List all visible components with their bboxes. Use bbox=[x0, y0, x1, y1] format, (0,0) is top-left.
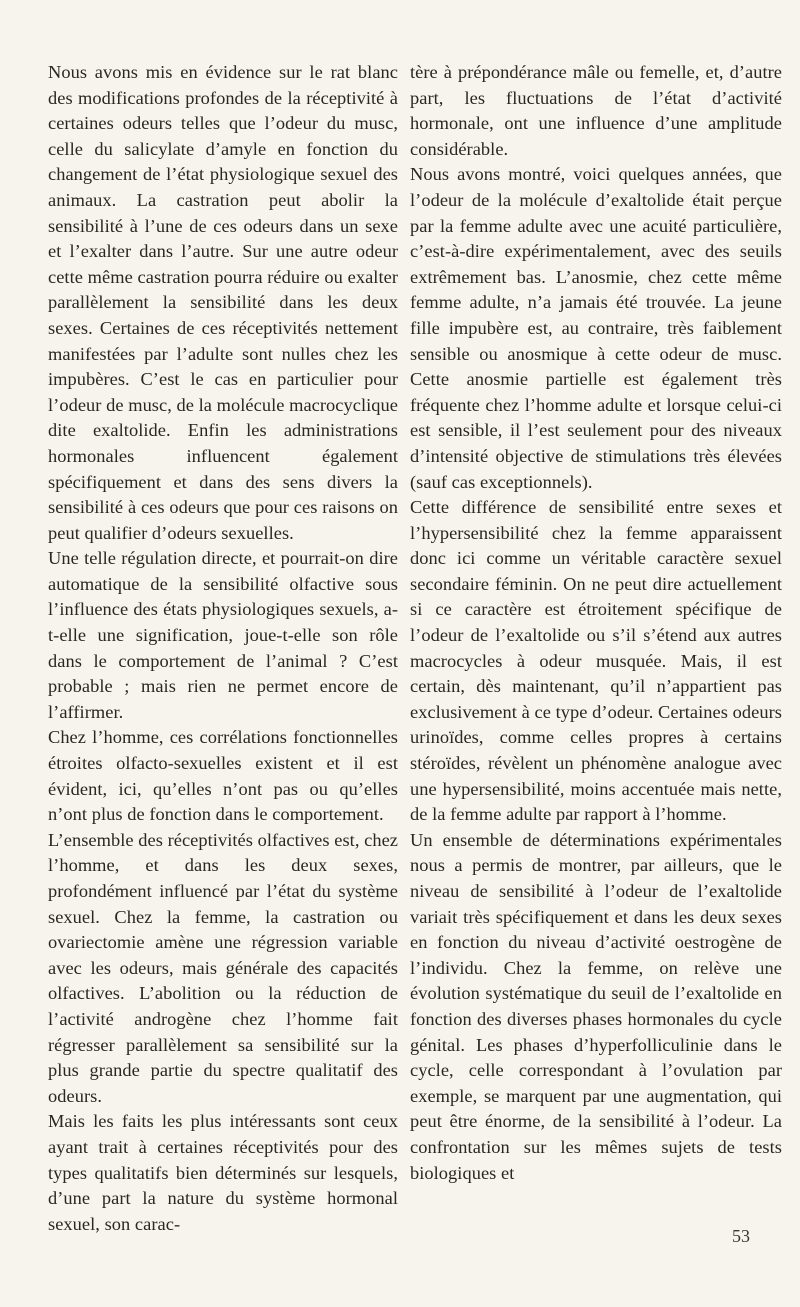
left-paragraph-2: Une telle régulation directe, et pourrait-on dire automatique de la sensibilité olfactive sous l’influence des états physiologiques sexuels, a-t-elle une signification, joue-t-elle son rôle dans le comportement de l’animal ? C’est probable ; mais rien ne permet encore de l’affirmer. bbox=[48, 548, 398, 722]
left-paragraph-1: Nous avons mis en évidence sur le rat blanc des modifications profondes de la réceptivité à certaines odeurs telles que l’odeur du musc, celle du salicylate d’amyle en fonction du changement de l’état physiologique sexuel des animaux. La castration peut abolir la sensibilité à l’une de ces odeurs dans un sexe et l’exalter dans l’autre. Sur une autre odeur cette même castration pourra réduire ou exalter parallèlement la sensibilité dans les deux sexes. Certaines de ces réceptivités nettement manifestées par l’adulte sont nulles chez les impubères. C’est le cas en particulier pour l’odeur de musc, de la molécule macrocyclique dite exaltolide. Enfin les administrations hormonales influencent également spécifiquement et dans des sens divers la sensibilité à ces odeurs que pour ces raisons on peut qualifier d’odeurs sexuelles. bbox=[48, 62, 398, 543]
right-paragraph-1: tère à prépondérance mâle ou femelle, et, d’autre part, les fluctuations de l’état d’activité hormonale, ont une influence d’une amplitude considérable. bbox=[410, 62, 782, 159]
right-paragraph-2: Nous avons montré, voici quelques années, que l’odeur de la molécule d’exaltolide était perçue par la femme adulte avec une acuité particulière, c’est-à-dire expérimentalement, avec des seuils extrêmement bas. L’anosmie, chez cette même femme adulte, n’a jamais été trouvée. La jeune fille impubère est, au contraire, très faiblement sensible ou anosmique à cette odeur de musc. Cette anosmie partielle est également très fréquente chez l’homme adulte et lorsque celui-ci est sensible, il l’est seulement pour des niveaux d’intensité objective de stimulations très élevées (sauf cas exceptionnels). bbox=[410, 164, 782, 492]
page-number: 53 bbox=[732, 1226, 750, 1246]
right-paragraph-3: Cette différence de sensibilité entre sexes et l’hypersensibilité chez la femme apparaissent donc ici comme un véritable caractère sexuel secondaire féminin. On ne peut dire actuellement si ce caractère est étroitement spécifique de l’odeur de l’exaltolide ou s’il s’étend aux autres macrocycles à odeur musquée. Mais, il est certain, dès maintenant, qu’il n’appartient pas exclusivement à ce type d’odeur. Certaines odeurs urinoïdes, comme celles propres à certains stéroïdes, révèlent un phénomène analogue avec une hypersensibilité, moins accentuée mais nette, de la femme adulte par rapport à l’homme. bbox=[410, 497, 782, 825]
right-column bbox=[410, 60, 782, 1186]
right-paragraph-4: Un ensemble de déterminations expérimentales nous a permis de montrer, par ailleurs, que le niveau de sensibilité à l’odeur de l’exaltolide variait très spécifiquement et dans les deux sexes en fonction du niveau d’activité oestrogène de l’individu. Chez la femme, on relève une évolution systématique du seuil de l’exaltolide en fonction des diverses phases hormonales du cycle génital. Les phases d’hyperfolliculinie dans le cycle, celle correspondant à l’ovulation par exemple, se marquent par une augmentation, qui peut être énorme, de la sensibilité à l’odeur. La confrontation sur les mêmes sujets de tests biologiques et bbox=[410, 829, 782, 1183]
left-paragraph-5: Mais les faits les plus intéressants sont ceux ayant trait à certaines réceptivités pour des types qualitatifs bien déterminés sur lesquels, d’une part la nature du système hormonal sexuel, son carac- bbox=[48, 1111, 398, 1234]
left-column bbox=[48, 60, 398, 1237]
left-paragraph-4: L’ensemble des réceptivités olfactives est, chez l’homme, et dans les deux sexes, profondément influencé par l’état du système sexuel. Chez la femme, la castration ou ovariectomie amène une régression variable avec les odeurs, mais générale des capacités olfactives. L’abolition ou la réduction de l’activité androgène chez l’homme fait régresser parallèlement sa sensibilité sur la plus grande partie du spectre qualitatif des odeurs. bbox=[48, 829, 398, 1106]
left-paragraph-3: Chez l’homme, ces corrélations fonctionnelles étroites olfacto-sexuelles existent et il est évident, ici, qu’elles n’ont pas ou qu’elles n’ont plus de fonction dans le comportement. bbox=[48, 727, 398, 825]
